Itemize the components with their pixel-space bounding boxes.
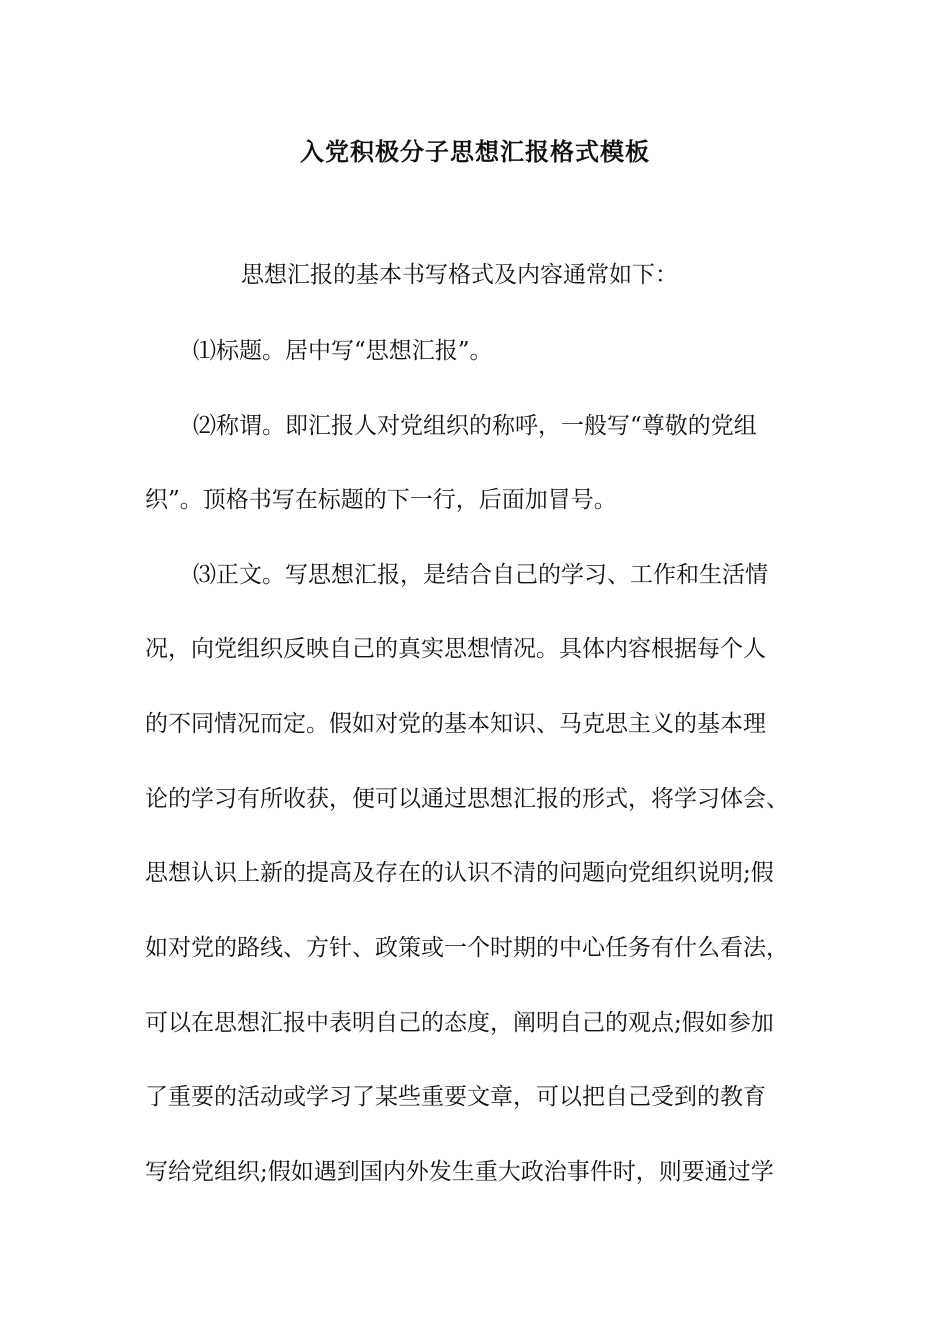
text-line-body-5: 如对党的路线、方针、政策或一个时期的中心任务有什么看法， bbox=[145, 935, 789, 961]
text-line-item-1: ⑴标题。居中写“思想汇报”。 bbox=[193, 338, 493, 364]
document-title: 入党积极分子思想汇报格式模板 bbox=[300, 138, 650, 166]
text-line-body-2: 的不同情况而定。假如对党的基本知识、马克思主义的基本理 bbox=[145, 711, 766, 737]
text-line-item-2-cont: 织”。顶格书写在标题的下一行，后面加冒号。 bbox=[145, 487, 617, 513]
text-line-body-6: 可以在思想汇报中表明自己的态度，阐明自己的观点;假如参加 bbox=[145, 1010, 774, 1036]
text-line-body-8: 写给党组织;假如遇到国内外发生重大政治事件时，则要通过学 bbox=[145, 1159, 774, 1185]
text-line-body-4: 思想认识上新的提高及存在的认识不清的问题向党组织说明;假 bbox=[145, 860, 774, 886]
text-line-body-1: 况，向党组织反映自己的真实思想情况。具体内容根据每个人 bbox=[145, 636, 766, 662]
text-line-body-7: 了重要的活动或学习了某些重要文章，可以把自己受到的教育 bbox=[145, 1084, 766, 1110]
text-line-item-3: ⑶正文。写思想汇报，是结合自己的学习、工作和生活情 bbox=[193, 562, 768, 588]
text-line-intro: 思想汇报的基本书写格式及内容通常如下： bbox=[241, 262, 678, 288]
text-line-item-2: ⑵称谓。即汇报人对党组织的称呼，一般写“尊敬的党组 bbox=[193, 413, 757, 439]
text-line-body-3: 论的学习有所收获，便可以通过思想汇报的形式，将学习体会、 bbox=[145, 786, 789, 812]
